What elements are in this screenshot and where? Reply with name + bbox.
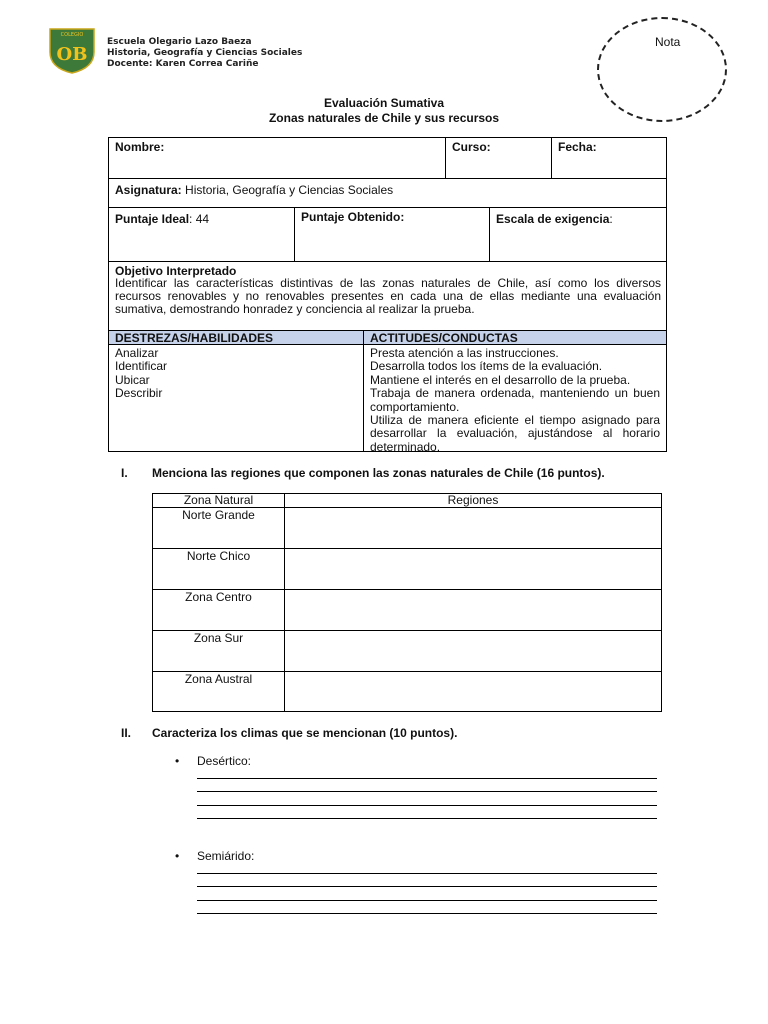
puntaje-ideal-cell	[108, 207, 295, 262]
destrezas-header-cell	[108, 330, 364, 345]
asignatura-value: Historia, Geografía y Ciencias Sociales	[181, 183, 394, 197]
school-info	[107, 37, 302, 70]
curso-cell[interactable]	[445, 137, 552, 179]
asignatura-label: Asignatura:	[115, 183, 182, 197]
escala-label: Escala de exigencia	[496, 212, 610, 226]
answer-line[interactable]	[197, 778, 657, 779]
fecha-cell[interactable]	[551, 137, 667, 179]
curso-label: Curso:	[452, 140, 491, 154]
table-row: Zona Austral	[152, 671, 285, 712]
regions-answer-cell[interactable]	[284, 507, 662, 549]
answer-line[interactable]	[197, 913, 657, 914]
destrezas-header: DESTREZAS/HABILIDADES	[115, 331, 274, 345]
actitudes-header-cell	[363, 330, 667, 345]
list-item: Ubicar	[115, 372, 150, 387]
regions-answer-cell[interactable]	[284, 630, 662, 672]
section-2-number: II.	[121, 726, 132, 740]
regions-answer-cell[interactable]	[284, 671, 662, 712]
semiarido-label: Semiárido:	[197, 849, 255, 863]
section-1-number: I.	[121, 466, 128, 480]
puntaje-ideal-text	[115, 210, 209, 228]
actitudes-header: ACTITUDES/CONDUCTAS	[370, 331, 518, 345]
destrezas-list	[115, 347, 167, 401]
puntaje-obtenido-cell[interactable]	[294, 207, 490, 262]
escala-text	[496, 210, 613, 228]
nombre-cell[interactable]	[108, 137, 446, 179]
section-1-title: Menciona las regiones que componen las zonas naturales de Chile (16 puntos).	[152, 466, 605, 480]
asignatura-cell	[108, 178, 667, 208]
escala-colon: :	[609, 212, 613, 226]
list-item: Trabaja de manera ordenada, manteniendo un buen comportamiento.	[370, 386, 660, 414]
bullet: •	[175, 754, 180, 768]
asignatura-text	[115, 181, 393, 199]
destrezas-cell	[108, 344, 364, 452]
table-row: Zona Sur	[152, 630, 285, 672]
regions-col-regiones-header: Regiones	[284, 493, 662, 508]
list-item: Utiliza de manera eficiente el tiempo asignado para desarrollar la evaluación, ajustándose al horario determinado.	[370, 413, 660, 454]
answer-line[interactable]	[197, 886, 657, 887]
desertico-label: Desértico:	[197, 754, 252, 768]
teacher-line: Docente: Karen Correa Cariñe	[107, 59, 259, 69]
actitudes-cell	[363, 344, 667, 452]
answer-line[interactable]	[197, 818, 657, 819]
regions-col-zona-header: Zona Natural	[152, 493, 285, 508]
bullet: •	[175, 849, 180, 863]
school-logo	[48, 26, 96, 74]
grade-label: Nota	[655, 35, 681, 49]
answer-line[interactable]	[197, 900, 657, 901]
puntaje-ideal-value: : 44	[189, 212, 210, 226]
table-row: Norte Grande	[152, 507, 285, 549]
school-name: Escuela Olegario Lazo Baeza	[107, 37, 252, 47]
answer-line[interactable]	[197, 873, 657, 874]
objetivo-cell	[108, 261, 667, 331]
puntaje-obtenido-label: Puntaje Obtenido:	[301, 210, 405, 224]
exam-title: Evaluación Sumativa	[323, 96, 445, 110]
objetivo-text: Identificar las características distintivas de las zonas naturales de Chile, así como los diversos recursos renovables y no renovables presentes en cada una de ellas mediante una evaluación sumativa, demostrando honradez y conciencia al realizar la prueba.	[115, 276, 661, 316]
table-row: Zona Centro	[152, 589, 285, 631]
answer-line[interactable]	[197, 791, 657, 792]
actitudes-list	[370, 347, 660, 454]
objetivo-label: Objetivo Interpretado	[115, 264, 237, 278]
list-item: Identificar	[115, 359, 168, 374]
nombre-label: Nombre:	[115, 140, 165, 154]
logo-monogram: OB	[56, 44, 88, 65]
list-item: Describir	[115, 386, 163, 401]
section-2-title: Caracteriza los climas que se mencionan (10 puntos).	[152, 726, 458, 740]
list-item: Presta atención a las instrucciones.	[370, 346, 559, 360]
table-row: Norte Chico	[152, 548, 285, 590]
fecha-label: Fecha:	[558, 140, 597, 154]
list-item: Analizar	[115, 346, 159, 360]
subject-line: Historia, Geografía y Ciencias Sociales	[107, 48, 303, 58]
logo-top-text: COLEGIO	[60, 32, 84, 38]
regions-answer-cell[interactable]	[284, 548, 662, 590]
answer-line[interactable]	[197, 805, 657, 806]
list-item: Desarrolla todos los ítems de la evaluación.	[370, 359, 603, 374]
list-item: Mantiene el interés en el desarrollo de la prueba.	[370, 372, 631, 387]
exam-subtitle: Zonas naturales de Chile y sus recursos	[268, 111, 500, 125]
escala-cell[interactable]	[489, 207, 667, 262]
puntaje-ideal-label: Puntaje Ideal	[115, 212, 190, 226]
regions-answer-cell[interactable]	[284, 589, 662, 631]
